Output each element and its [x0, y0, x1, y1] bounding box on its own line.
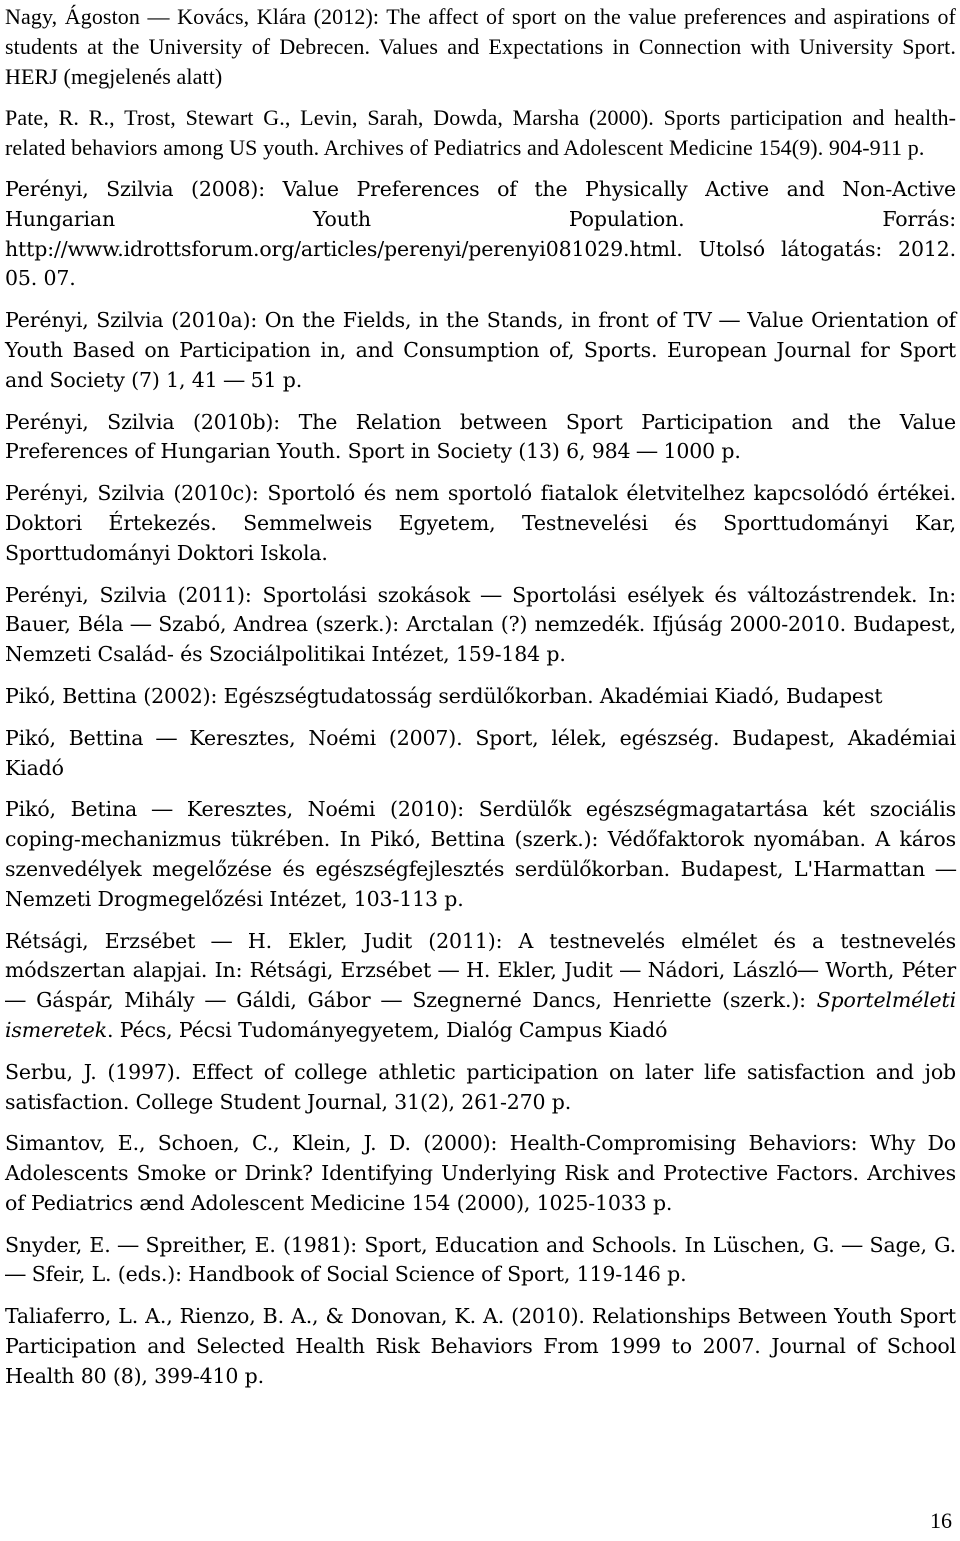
reference-entry: Pikó, Bettina ― Keresztes, Noémi (2007). Sport, lélek, egészség. Budapest, Akadémiai Kiadó — [5, 725, 956, 780]
reference-entry: Nagy, Ágoston ― Kovács, Klára (2012): The affect of sport on the value preferences and aspirations of students at the University of Debrecen. Values and Expectations in Connection with University Sport. HERJ (megjelenés alatt) — [5, 4, 956, 89]
reference-entry: Perényi, Szilvia (2011): Sportolási szokások ― Sportolási esélyek és változástrendek. In: Bauer, Béla ― Szabó, Andrea (szerk.): Arctalan (?) nemzedék. Ifjúság 2000-2010. Budapest, Nemzeti Család- és Szociálpolitikai Intézet, 159-184 p. — [5, 582, 956, 667]
reference-entry: Pikó, Bettina (2002): Egészségtudatosság serdülőkorban. Akadémiai Kiadó, Budapest — [5, 683, 883, 708]
reference-entry: Taliaferro, L. A., Rienzo, B. A., & Donovan, K. A. (2010). Relationships Between Youth Sport Participation and Selected Health Risk Behaviors From 1999 to 2007. Journal of School Health 80 (8), 399-410 p. — [5, 1304, 956, 1388]
reference-entry: Pate, R. R., Trost, Stewart G., Levin, Sarah, Dowda, Marsha (2000). Sports participation and health-related behaviors among US youth. Archives of Pediatrics and Adolescent Medicine 154(9). 904-911 p. — [5, 105, 956, 161]
reference-entry: Perényi, Szilvia (2010c): Sportoló és nem sportoló fiatalok életvitelhez kapcsolódó értékei. Doktori Értekezés. Semmelweis Egyetem, Testnevelési és Sporttudományi Kar, Sporttudományi Doktori Iskola. — [5, 481, 956, 565]
reference-entry: Perényi, Szilvia (2010b): The Relation between Sport Participation and the Value Preferences of Hungarian Youth. Sport in Society (13) 6, 984 ― 1000 p. — [5, 409, 956, 464]
reference-text: Rétsági, Erzsébet ― H. Ekler, Judit (2011): A testnevelés elmélet és a testnevelés módszertan alapjai. In: Rétsági, Erzsébet ― H. Ekler, Judit ― Nádori, László― Worth, Péter ― Gáspár, Mihály ― Gáldi, Gábor ― Szegnerné Dancs, Henriette (szerk.): — [5, 928, 956, 1013]
reference-entry: Simantov, E., Schoen, C., Klein, J. D. (2000): Health-Compromising Behaviors: Why Do Adolescents Smoke or Drink? Identifying Underlying Risk and Protective Factors. Archives of Pediatrics ænd Adolescent Medicine 154 (2000), 1025-1033 p. — [5, 1131, 956, 1215]
document-page — [5, 0, 956, 1541]
reference-entry: Perényi, Szilvia (2010a): On the Fields, in the Stands, in front of TV ― Value Orientation of Youth Based on Participation in, and Consumption of, Sports. European Journal for Sport and Society (7) 1, 41 ― 51 p. — [5, 308, 956, 392]
reference-entry: Serbu, J. (1997). Effect of college athletic participation on later life satisfaction and job satisfaction. College Student Journal, 31(2), 261-270 p. — [5, 1059, 956, 1114]
reference-entry: Snyder, E. ― Spreither, E. (1981): Sport, Education and Schools. In Lüschen, G. ― Sage, G. ― Sfeir, L. (eds.): Handbook of Social Science of Sport, 119-146 p. — [5, 1232, 956, 1287]
reference-entry: Pikó, Betina ― Keresztes, Noémi (2010): Serdülők egészségmagatartása két szociális coping-mechanizmus tükrében. In Pikó, Bettina (szerk.): Védőfaktorok nyomában. A káros szenvedélyek megelőzése és egészségfejlesztés serdülőkorban. Budapest, L'Harmattan ― Nemzeti Drogmegelőzési Intézet, 103-113 p. — [5, 797, 956, 911]
page-number: 16 — [930, 1508, 952, 1533]
reference-entry — [5, 927, 956, 1046]
reference-text: . Pécs, Pécsi Tudományegyetem, Dialóg Campus Kiadó — [107, 1017, 668, 1042]
reference-list — [5, 2, 956, 1404]
reference-entry: Perényi, Szilvia (2008): Value Preferences of the Physically Active and Non-Active Hungarian Youth Population. Forrás: http://www.idrottsforum.org/articles/perenyi/perenyi081029.html. Utolsó látogatás: 2012. 05. 07. — [5, 176, 956, 291]
reference-italic-title: Sportelméleti ismeretek — [5, 988, 956, 1042]
